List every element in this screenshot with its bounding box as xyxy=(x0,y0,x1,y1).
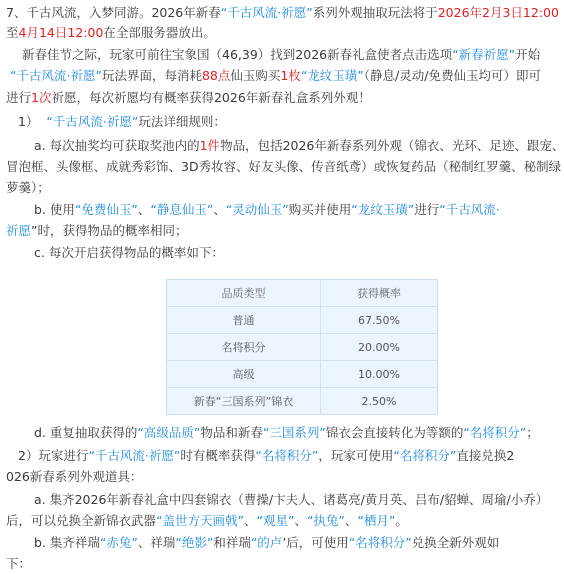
item-name: “龙纹玉璜” xyxy=(351,202,415,217)
rule-d-text-2: 物品和新春 xyxy=(200,425,263,440)
rule-2b xyxy=(34,533,536,553)
paragraph-how-to xyxy=(22,45,541,65)
rule-2b-text-6: 下： xyxy=(6,556,32,571)
table-cell-probability: 2.50% xyxy=(321,388,438,415)
option-name: “新春祈愿” xyxy=(452,47,516,62)
section-2-text-2: 时有概率获得 xyxy=(180,448,256,463)
section-number: 1） xyxy=(18,114,39,129)
to-text: 至 xyxy=(6,25,19,40)
how-to-text-2: 开始 xyxy=(515,47,541,62)
punctuation: 。 xyxy=(395,513,408,528)
how-to-text: 新春佳节之际，玩家可前往宝象国（46,39）找到2026新春礼盒使者点击选项 xyxy=(22,47,453,62)
table-cell-probability: 67.50% xyxy=(321,307,438,334)
rule-d-text-3: 锦衣会直接转化为等额的 xyxy=(325,425,464,440)
rule-c xyxy=(34,243,536,263)
intro-text-2: 系列外观抽取玩法将于 xyxy=(312,5,438,20)
section-2-text-3: ，玩家可使用 xyxy=(318,448,394,463)
series-name: “三国系列” xyxy=(262,425,326,440)
intro-text: 7、千古风流，入梦同游。2026年新春 xyxy=(6,5,221,20)
rule-d xyxy=(34,423,539,443)
weapon-name-3: “执兔” xyxy=(306,513,345,528)
paragraph-how-to-cont xyxy=(10,66,541,86)
rule-2b-text-5: 兑换全新外观如 xyxy=(411,535,500,550)
rule-a-cont xyxy=(6,157,562,177)
rule-a-text: a. 每次抽奖均可获取奖池内的 xyxy=(34,138,200,153)
paragraph-event-intro xyxy=(6,3,559,23)
currency-free: “免费仙玉” xyxy=(74,202,138,217)
rule-2b-cont xyxy=(6,554,536,574)
separator: 、 xyxy=(294,513,307,528)
rule-2a-text: a. 集齐2026年新春礼盒中四套锦衣（曹操/卞夫人、诸葛亮/黄月英、吕布/貂蝉、周瑜/小乔） xyxy=(34,492,549,507)
rule-2b-text-2: 、祥瑞 xyxy=(137,535,176,550)
rule-2b-text-4: ’后，可使用 xyxy=(282,535,349,550)
table-cell-probability: 10.00% xyxy=(321,361,438,388)
paragraph-event-intro-cont xyxy=(6,23,536,43)
weapon-name-4: “栖月” xyxy=(357,513,396,528)
rule-d-text: d. 重复抽取获得的 xyxy=(34,425,138,440)
paragraph-how-to-cont2 xyxy=(6,88,536,108)
rule-b-text: b. 使用 xyxy=(34,202,75,217)
table-row xyxy=(167,334,438,361)
points-name: “名将积分” xyxy=(393,448,457,463)
rule-a xyxy=(34,136,564,156)
column-header-probability: 获得概率 xyxy=(321,280,438,307)
table-row xyxy=(167,307,438,334)
currency-static: “静息仙玉” xyxy=(150,202,214,217)
currency-dynamic: “灵动仙玉” xyxy=(225,202,289,217)
table-cell-quality: 名将积分 xyxy=(167,334,321,361)
event-name: “千古风流·祈愿” xyxy=(88,448,181,463)
section-2-text-5: 026新春系列外观道具： xyxy=(6,469,143,484)
intro-text-3: 在全部服务器放出。 xyxy=(103,25,216,40)
points-name: “名将积分” xyxy=(348,535,412,550)
rule-2b-text: b. 集齐祥瑞 xyxy=(34,535,100,550)
how-to-text-6: 进行 xyxy=(6,90,32,105)
rule-b xyxy=(34,200,536,220)
table-cell-quality: 高级 xyxy=(167,361,321,388)
points-name: “名将积分” xyxy=(463,425,527,440)
rule-b-text-4: ”时，获得物品的概率相同； xyxy=(31,223,188,238)
rule-c-text: c. 每次开启获得物品的概率如下： xyxy=(34,245,224,260)
punctuation: ； xyxy=(526,425,539,440)
rule-2a xyxy=(34,490,549,510)
event-name: “千古风流· xyxy=(439,202,500,217)
separator: 、 xyxy=(137,202,151,217)
rule-2a-text-2: 后，可以兑换全新锦衣武器 xyxy=(6,513,157,528)
rule-a-text-2: 物品，包括2026年新春系列外观（锦衣、光环、足迹、跟宠、 xyxy=(220,138,564,153)
weapon-name-1: “盖世方天画戟” xyxy=(156,513,244,528)
table-cell-probability: 20.00% xyxy=(321,334,438,361)
table-cell-quality: 普通 xyxy=(167,307,321,334)
event-name: “千古风流·祈愿” xyxy=(220,5,313,20)
cost-points: 88点 xyxy=(201,68,231,83)
column-header-quality: 品质类型 xyxy=(167,280,321,307)
rule-2a-cont xyxy=(6,511,536,531)
item-count: 1枚 xyxy=(280,68,301,83)
separator: 、 xyxy=(213,202,226,217)
rule-a-cont2 xyxy=(6,178,536,198)
mount-name-2: “绝影” xyxy=(175,535,214,550)
section-2-text: 2）玩家进行 xyxy=(18,448,89,463)
end-time: 4月14日12:00 xyxy=(18,25,104,40)
section-title: 玩法详细规则： xyxy=(138,114,226,129)
event-name: “千古风流·祈愿” xyxy=(46,114,139,129)
section-2-text-4: 直接兑换2 xyxy=(456,448,515,463)
how-to-text-5: （静息/灵动/免费仙玉均可）即可 xyxy=(363,68,541,83)
mount-name-1: “赤兔” xyxy=(99,535,138,550)
start-time: 2026年2月3日12:00 xyxy=(437,5,559,20)
item-count: 1件 xyxy=(199,138,221,153)
section-2-cont xyxy=(6,467,536,487)
separator: 、 xyxy=(344,513,358,528)
points-name: “名将积分” xyxy=(255,448,319,463)
rule-a-text-4: 萝羹）； xyxy=(6,180,50,195)
how-to-text-3: 玩法界面，每消耗 xyxy=(101,68,202,83)
mount-name-3: “的卢 xyxy=(250,535,283,550)
table-row xyxy=(167,361,438,388)
rule-a-text-3: 冒泡框、头像框、成就秀彩饰、3D秀妆容、好友头像、传音纸鸢）或恢复药品（秘制红罗羹、秘制绿 xyxy=(6,159,562,174)
how-to-text-7: 祈愿，每次祈愿均有概率获得2026年新春礼盒系列外观！ xyxy=(51,90,371,105)
rule-b-cont xyxy=(6,221,536,241)
event-name-cont: 祈愿 xyxy=(6,223,32,238)
rule-b-text-2: 购买并使用 xyxy=(288,202,352,217)
item-name: “龙纹玉璜” xyxy=(300,68,364,83)
times-count: 1次 xyxy=(31,90,52,105)
table-header-row xyxy=(167,280,438,307)
table-cell-quality: 新春“三国系列”锦衣 xyxy=(167,388,321,415)
weapon-name-2: “观星” xyxy=(256,513,295,528)
section-2 xyxy=(18,446,536,466)
rule-2b-text-3: 和祥瑞 xyxy=(213,535,251,550)
quality-advanced: “高级品质” xyxy=(137,425,201,440)
table-row xyxy=(167,388,438,415)
rule-b-text-3: 进行 xyxy=(414,202,440,217)
section-1-heading xyxy=(18,112,536,132)
probability-table xyxy=(166,279,438,415)
how-to-text-4: 仙玉购买 xyxy=(230,68,281,83)
separator: 、 xyxy=(243,513,257,528)
event-name: “千古风流·祈愿” xyxy=(10,68,102,83)
